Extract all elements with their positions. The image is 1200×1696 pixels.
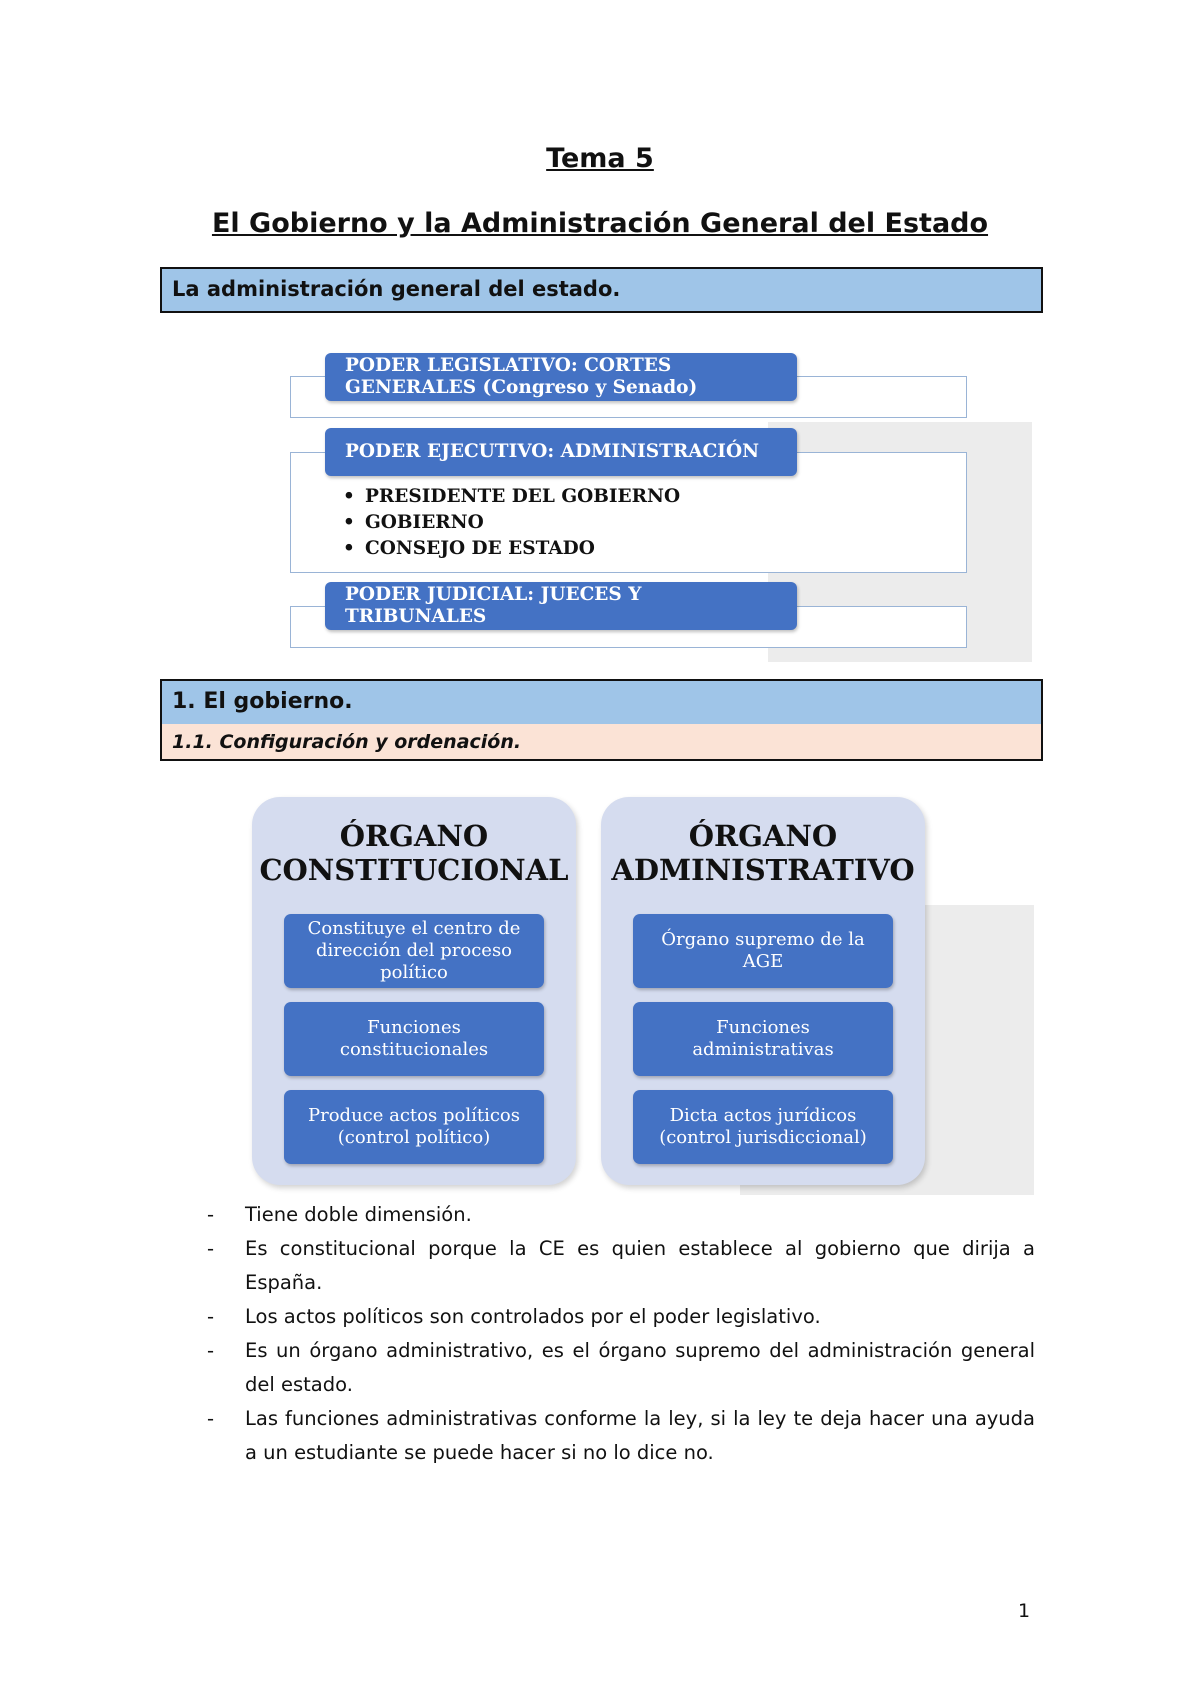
legislativo-label: PODER LEGISLATIVO: CORTES GENERALES (Congreso y Senado) xyxy=(325,353,797,401)
constitucional-box: Produce actos políticos (control político) xyxy=(284,1090,544,1164)
section-1-heading: 1. El gobierno. xyxy=(172,689,353,714)
list-item: - Es un órgano administrativo, es el órgano supremo del administración general del estado. xyxy=(205,1334,1035,1402)
administrativo-box: Órgano supremo de la AGE xyxy=(633,914,893,988)
constitucional-box: Funciones constitucionales xyxy=(284,1002,544,1076)
section-1-bar xyxy=(160,679,1043,761)
administrativo-box: Funciones administrativas xyxy=(633,1002,893,1076)
judicial-label: PODER JUDICIAL: JUECES Y TRIBUNALES xyxy=(325,582,797,630)
ejecutivo-list xyxy=(343,484,680,562)
page-number: 1 xyxy=(1018,1600,1031,1622)
list-item: - Tiene doble dimensión. xyxy=(205,1198,1035,1232)
administrativo-box: Dicta actos jurídicos (control jurisdiccional) xyxy=(633,1090,893,1164)
list-item: - Es constitucional porque la CE es quien establece al gobierno que dirija a España. xyxy=(205,1232,1035,1300)
notes-list xyxy=(205,1198,1035,1470)
section-heading-bar xyxy=(160,267,1043,313)
page-subtitle: El Gobierno y la Administración General del Estado xyxy=(211,208,989,239)
list-item: - Las funciones administrativas conforme la ley, si la ley te deja hacer una ayuda a un estudiante se puede hacer si no lo dice no. xyxy=(205,1402,1035,1470)
constitucional-title: ÓRGANO CONSTITUCIONAL xyxy=(259,819,569,887)
ejecutivo-item: • PRESIDENTE DEL GOBIERNO xyxy=(343,484,680,510)
administrativo-title: ÓRGANO ADMINISTRATIVO xyxy=(611,819,915,887)
list-item: - Los actos políticos son controlados por el poder legislativo. xyxy=(205,1300,1035,1334)
page-title: Tema 5 xyxy=(546,143,654,174)
constitucional-box: Constituye el centro de dirección del proceso político xyxy=(284,914,544,988)
administrativo-panel xyxy=(601,797,925,1185)
ejecutivo-item: • CONSEJO DE ESTADO xyxy=(343,536,680,562)
constitucional-panel xyxy=(252,797,576,1185)
ejecutivo-label: PODER EJECUTIVO: ADMINISTRACIÓN xyxy=(325,428,797,476)
section-1-subheading: 1.1. Configuración y ordenación. xyxy=(172,731,522,753)
section-heading: La administración general del estado. xyxy=(172,277,621,301)
ejecutivo-item: • GOBIERNO xyxy=(343,510,680,536)
